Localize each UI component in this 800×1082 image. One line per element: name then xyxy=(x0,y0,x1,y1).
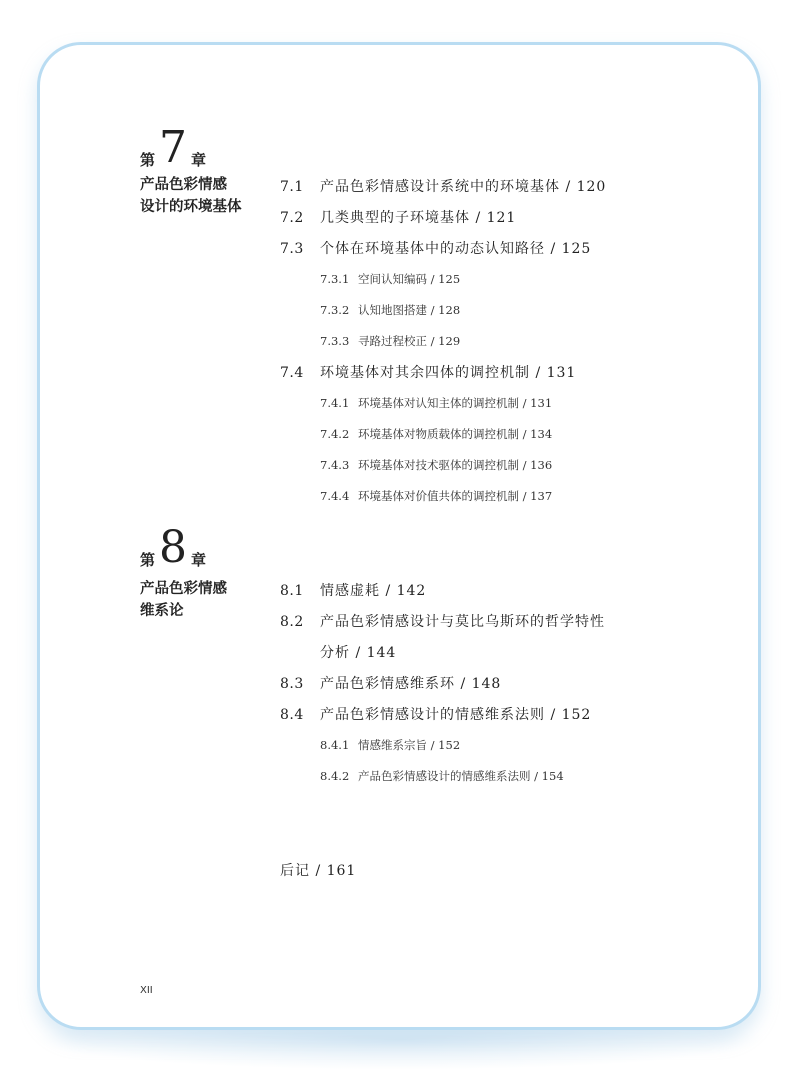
section-number: 8.2 xyxy=(280,614,304,630)
chapter-title-line: 产品色彩情感 xyxy=(140,581,227,597)
subsection-number: 7.3.3 xyxy=(320,334,350,348)
section-number: 8.3 xyxy=(280,676,304,692)
chapter-title-line: 设计的环境基体 xyxy=(140,199,242,215)
chapter-7-heading xyxy=(140,122,207,173)
subsection-number: 7.4.4 xyxy=(320,489,350,503)
subsection-title: 环境基体对技术驱体的调控机制 / 136 xyxy=(358,458,553,472)
subsection-number: 7.3.2 xyxy=(320,303,350,317)
toc-entry-8-4[interactable] xyxy=(280,704,591,724)
toc-sub-7-4-3[interactable] xyxy=(320,457,552,473)
section-number: 8.1 xyxy=(280,583,304,599)
subsection-number: 7.4.1 xyxy=(320,396,350,410)
chapter-suffix: 章 xyxy=(191,151,207,169)
section-number: 7.4 xyxy=(280,365,304,381)
toc-sub-8-4-2[interactable] xyxy=(320,768,564,784)
subsection-number: 8.4.2 xyxy=(320,769,350,783)
section-title: 几类典型的子环境基体 / 121 xyxy=(320,210,517,226)
section-number: 7.2 xyxy=(280,210,304,226)
toc-sub-7-3-1[interactable] xyxy=(320,271,460,287)
section-number: 7.3 xyxy=(280,241,304,257)
chapter-8-heading xyxy=(140,522,207,573)
toc-sub-7-3-2[interactable] xyxy=(320,302,460,318)
chapter-number: 7 xyxy=(159,122,188,173)
toc-entry-7-2[interactable] xyxy=(280,207,516,227)
toc-sub-8-4-1[interactable] xyxy=(320,737,460,753)
subsection-title: 环境基体对认知主体的调控机制 / 131 xyxy=(358,396,553,410)
subsection-number: 7.4.2 xyxy=(320,427,350,441)
chapter-suffix: 章 xyxy=(191,551,207,569)
toc-entry-7-4[interactable] xyxy=(280,362,576,382)
toc-sub-7-4-1[interactable] xyxy=(320,395,552,411)
toc-entry-8-2-continued[interactable] xyxy=(320,642,396,662)
chapter-7-title xyxy=(140,174,242,218)
subsection-title: 产品色彩情感设计的情感维系法则 / 154 xyxy=(358,769,564,783)
chapter-prefix: 第 xyxy=(140,551,156,569)
subsection-title: 情感维系宗旨 / 152 xyxy=(358,738,461,752)
toc-entry-7-3[interactable] xyxy=(280,238,591,258)
chapter-title-line: 产品色彩情感 xyxy=(140,177,227,193)
chapter-number: 8 xyxy=(159,522,188,573)
page-number: XII xyxy=(140,985,153,996)
chapter-title-line: 维系论 xyxy=(140,603,184,619)
chapter-prefix: 第 xyxy=(140,151,156,169)
toc-sub-7-3-3[interactable] xyxy=(320,333,460,349)
chapter-8-title xyxy=(140,578,227,622)
section-title: 产品色彩情感设计的情感维系法则 / 152 xyxy=(320,707,592,723)
toc-entry-7-1[interactable] xyxy=(280,176,606,196)
section-title: 个体在环境基体中的动态认知路径 / 125 xyxy=(320,241,592,257)
toc-afterword[interactable]: 后记 / 161 xyxy=(280,863,357,879)
toc-entry-8-1[interactable] xyxy=(280,580,426,600)
subsection-title: 寻路过程校正 / 129 xyxy=(358,334,461,348)
section-title: 产品色彩情感设计系统中的环境基体 / 120 xyxy=(320,179,607,195)
section-title: 产品色彩情感维系环 / 148 xyxy=(320,676,502,692)
section-number: 8.4 xyxy=(280,707,304,723)
subsection-number: 7.4.3 xyxy=(320,458,350,472)
subsection-number: 8.4.1 xyxy=(320,738,350,752)
section-title-continued: 分析 / 144 xyxy=(320,645,397,661)
toc-entry-8-3[interactable] xyxy=(280,673,501,693)
subsection-title: 空间认知编码 / 125 xyxy=(358,272,461,286)
section-number: 7.1 xyxy=(280,179,304,195)
subsection-number: 7.3.1 xyxy=(320,272,350,286)
subsection-title: 环境基体对物质载体的调控机制 / 134 xyxy=(358,427,553,441)
section-title: 情感虚耗 / 142 xyxy=(320,583,427,599)
section-title: 环境基体对其余四体的调控机制 / 131 xyxy=(320,365,577,381)
toc-sub-7-4-4[interactable] xyxy=(320,488,552,504)
section-title: 产品色彩情感设计与莫比乌斯环的哲学特性 xyxy=(320,614,605,630)
subsection-title: 环境基体对价值共体的调控机制 / 137 xyxy=(358,489,553,503)
toc-sub-7-4-2[interactable] xyxy=(320,426,552,442)
subsection-title: 认知地图搭建 / 128 xyxy=(358,303,461,317)
toc-entry-8-2[interactable] xyxy=(280,611,605,631)
